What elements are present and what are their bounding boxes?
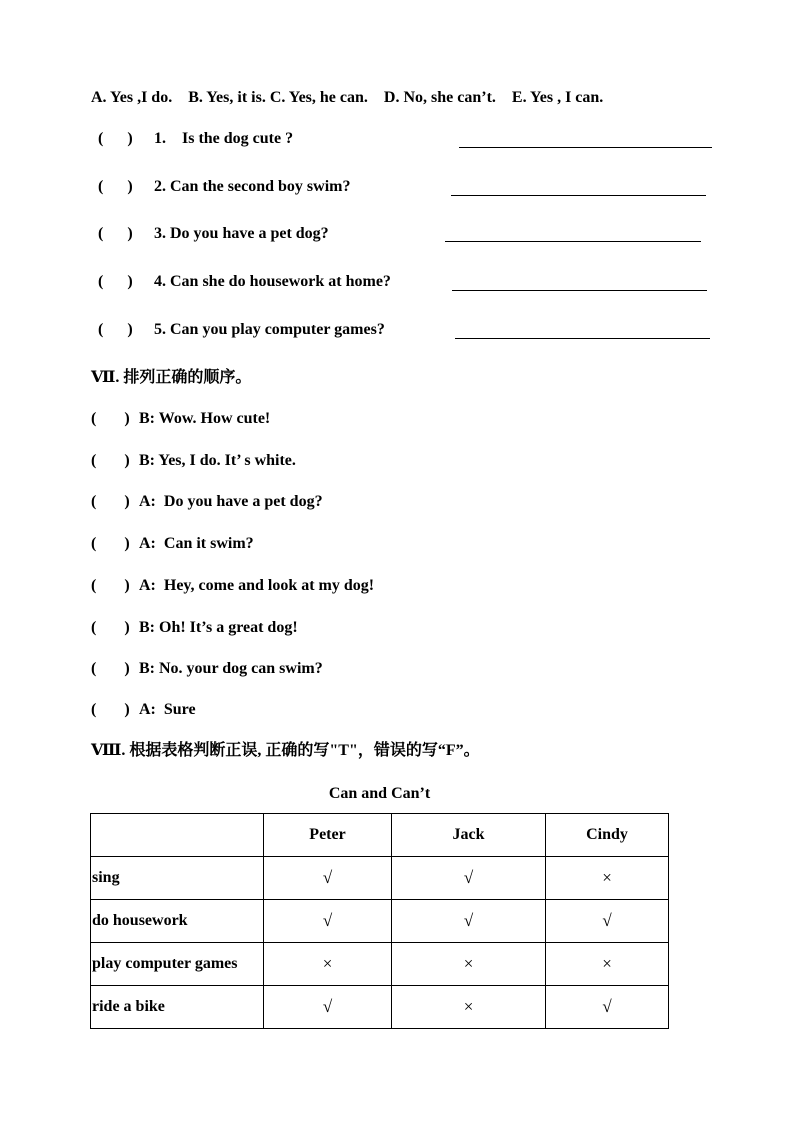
dialogue-text: A: Sure (139, 701, 196, 718)
dialogue-line (91, 534, 254, 554)
mark-cell: √ (546, 900, 669, 943)
activity-label: play computer games (91, 943, 264, 986)
question-3 (98, 224, 329, 244)
mark-cell: √ (264, 986, 392, 1029)
mark-cell: × (546, 857, 669, 900)
dialogue-line (91, 618, 298, 638)
ability-table (90, 813, 669, 1029)
dialogue-line (91, 659, 323, 679)
mark-cell: √ (392, 900, 546, 943)
answer-options: A. Yes ,I do. B. Yes, it is. C. Yes, he can. D. No, she can’t. E. Yes , I can. (91, 89, 604, 106)
order-bracket[interactable]: ( ) (91, 619, 130, 636)
mark-cell: × (392, 943, 546, 986)
table-header-row (91, 814, 669, 857)
mark-cell: √ (264, 857, 392, 900)
answer-bracket[interactable]: ( ) (98, 130, 133, 147)
table-caption: Can and Can’t (328, 785, 431, 802)
dialogue-line (91, 492, 323, 512)
mark-cell: √ (264, 900, 392, 943)
mark-cell: × (546, 943, 669, 986)
table-row (91, 986, 669, 1029)
section-8-title: Ⅷ. 根据表格判断正误, 正确的写"T"，错误的写“F”。 (91, 742, 480, 759)
dialogue-text: B: Yes, I do. It’ s white. (139, 452, 296, 469)
table-row (91, 900, 669, 943)
dialogue-line (91, 700, 196, 720)
question-1 (98, 129, 293, 149)
answer-blank-4[interactable] (452, 290, 707, 291)
question-4 (98, 272, 391, 292)
mark-cell: √ (546, 986, 669, 1029)
dialogue-text: B: Wow. How cute! (139, 410, 271, 427)
activity-label: sing (91, 857, 264, 900)
answer-bracket[interactable]: ( ) (98, 225, 133, 242)
section-7-title: Ⅶ. 排列正确的顺序。 (91, 369, 252, 386)
answer-blank-3[interactable] (445, 241, 701, 242)
header-cell-jack: Jack (392, 814, 546, 857)
answer-bracket[interactable]: ( ) (98, 178, 133, 195)
order-bracket[interactable]: ( ) (91, 660, 130, 677)
dialogue-line (91, 451, 296, 471)
mark-cell: × (392, 986, 546, 1029)
question-text: 4. Can she do housework at home? (154, 273, 391, 290)
dialogue-line (91, 576, 374, 596)
dialogue-text: A: Hey, come and look at my dog! (139, 577, 375, 594)
header-cell-empty (91, 814, 264, 857)
order-bracket[interactable]: ( ) (91, 701, 130, 718)
question-text: 5. Can you play computer games? (154, 321, 385, 338)
order-bracket[interactable]: ( ) (91, 535, 130, 552)
mark-cell: × (264, 943, 392, 986)
header-cell-cindy: Cindy (546, 814, 669, 857)
table-row (91, 857, 669, 900)
order-bracket[interactable]: ( ) (91, 493, 130, 510)
dialogue-text: A: Can it swim? (139, 535, 254, 552)
order-bracket[interactable]: ( ) (91, 452, 130, 469)
activity-label: do housework (91, 900, 264, 943)
header-cell-peter: Peter (264, 814, 392, 857)
dialogue-text: B: No. your dog can swim? (139, 660, 323, 677)
dialogue-line (91, 409, 270, 429)
mark-cell: √ (392, 857, 546, 900)
answer-bracket[interactable]: ( ) (98, 321, 133, 338)
activity-label: ride a bike (91, 986, 264, 1029)
order-bracket[interactable]: ( ) (91, 577, 130, 594)
order-bracket[interactable]: ( ) (91, 410, 130, 427)
table-row (91, 943, 669, 986)
answer-blank-5[interactable] (455, 338, 710, 339)
answer-blank-2[interactable] (451, 195, 706, 196)
question-2 (98, 177, 350, 197)
question-5 (98, 320, 385, 340)
dialogue-text: A: Do you have a pet dog? (139, 493, 323, 510)
answer-bracket[interactable]: ( ) (98, 273, 133, 290)
answer-blank-1[interactable] (459, 147, 712, 148)
question-text: 2. Can the second boy swim? (154, 178, 351, 195)
question-text: 1. Is the dog cute ? (154, 130, 294, 147)
question-text: 3. Do you have a pet dog? (154, 225, 329, 242)
dialogue-text: B: Oh! It’s a great dog! (139, 619, 298, 636)
